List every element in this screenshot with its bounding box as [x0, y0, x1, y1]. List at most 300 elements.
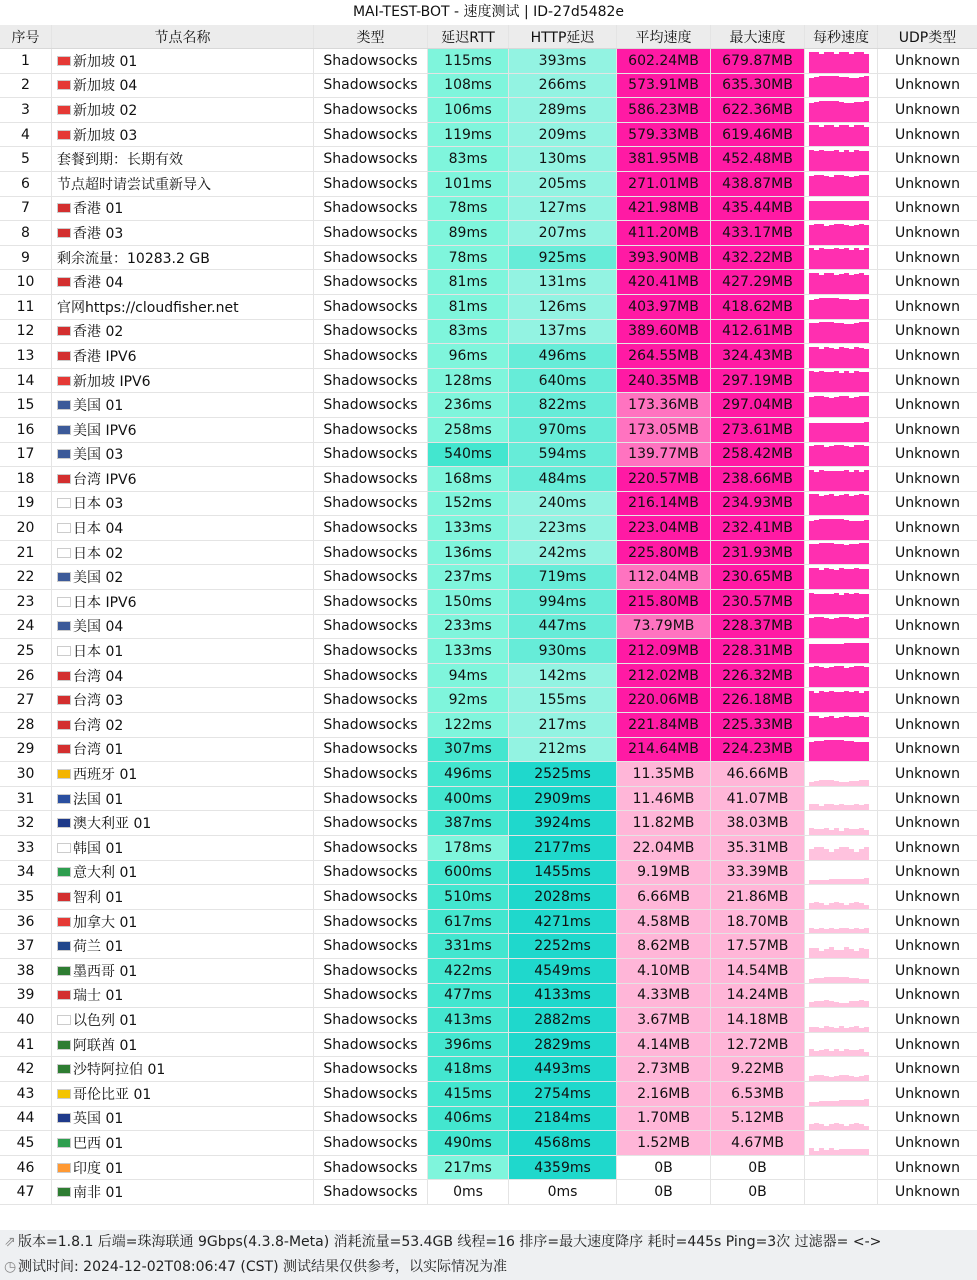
row-speed-sparkline — [805, 1057, 878, 1081]
row-type: Shadowsocks — [314, 516, 428, 540]
row-avg-speed: 389.60MB — [617, 320, 711, 344]
table-row — [0, 1008, 977, 1033]
speed-sample-bar — [864, 905, 869, 909]
row-max-speed: 635.30MB — [711, 74, 805, 98]
table-row — [0, 885, 977, 910]
row-http-latency: 1455ms — [509, 861, 617, 885]
row-rtt: 119ms — [428, 123, 509, 147]
row-max-speed: 427.29MB — [711, 270, 805, 294]
row-udp-type: Unknown — [895, 520, 960, 537]
row-udp-type: Unknown — [895, 667, 960, 684]
row-avg-speed: 2.16MB — [617, 1082, 711, 1106]
row-max-speed: 452.48MB — [711, 147, 805, 171]
row-rtt: 78ms — [428, 197, 509, 221]
row-udp-type: Unknown — [895, 618, 960, 635]
table-row — [0, 664, 977, 689]
row-avg-speed: 411.20MB — [617, 221, 711, 245]
table-row — [0, 1082, 977, 1107]
speed-sample-bar — [864, 422, 869, 442]
mx-flag-icon — [57, 966, 71, 976]
table-row — [0, 295, 977, 320]
row-speed-sparkline — [805, 246, 878, 270]
table-row — [0, 147, 977, 172]
row-index: 39 — [0, 984, 52, 1008]
row-udp-type: Unknown — [895, 249, 960, 266]
node-name-text: 哥伦比亚 01 — [73, 1086, 152, 1103]
row-avg-speed: 173.36MB — [617, 393, 711, 417]
au-flag-icon — [57, 818, 71, 828]
row-http-latency: 130ms — [509, 147, 617, 171]
row-speed-sparkline — [805, 344, 878, 368]
row-http-latency: 4549ms — [509, 959, 617, 983]
row-http-latency: 447ms — [509, 615, 617, 639]
table-row — [0, 74, 977, 99]
row-index: 29 — [0, 738, 52, 762]
row-type: Shadowsocks — [314, 959, 428, 983]
row-speed-sparkline — [805, 1033, 878, 1057]
table-row — [0, 418, 977, 443]
row-type: Shadowsocks — [314, 98, 428, 122]
row-node-name — [52, 664, 314, 688]
row-type: Shadowsocks — [314, 934, 428, 958]
row-max-speed: 14.54MB — [711, 959, 805, 983]
row-max-speed: 225.33MB — [711, 713, 805, 737]
row-index: 43 — [0, 1082, 52, 1106]
header-udp-type: UDP类型 — [898, 29, 957, 46]
row-max-speed: 258.42MB — [711, 443, 805, 467]
row-type: Shadowsocks — [314, 984, 428, 1008]
row-node-name — [52, 959, 314, 983]
row-node-name — [52, 984, 314, 1008]
speed-sample-bar — [864, 349, 869, 368]
row-udp-type: Unknown — [895, 938, 960, 955]
row-index: 19 — [0, 492, 52, 516]
speed-sample-bar — [864, 201, 869, 220]
row-type: Shadowsocks — [314, 270, 428, 294]
row-avg-speed: 139.77MB — [617, 443, 711, 467]
row-type: Shadowsocks — [314, 467, 428, 491]
row-avg-speed: 271.01MB — [617, 172, 711, 196]
header-rtt: 延迟RTT — [428, 25, 509, 48]
row-http-latency: 2184ms — [509, 1107, 617, 1131]
row-avg-speed: 0B — [617, 1180, 711, 1204]
row-rtt: 101ms — [428, 172, 509, 196]
br-flag-icon — [57, 1138, 71, 1148]
us-flag-icon — [57, 572, 71, 582]
it-flag-icon — [57, 867, 71, 877]
row-node-name — [52, 787, 314, 811]
table-row — [0, 688, 977, 713]
speed-sample-bar — [864, 127, 869, 146]
row-index: 6 — [0, 172, 52, 196]
row-type: Shadowsocks — [314, 418, 428, 442]
node-name-text: 新加坡 03 — [73, 127, 138, 144]
row-max-speed: 35.31MB — [711, 836, 805, 860]
node-name-text: 新加坡 04 — [73, 78, 138, 95]
row-node-name — [52, 1156, 314, 1180]
co-flag-icon — [57, 1089, 71, 1099]
row-http-latency: 2909ms — [509, 787, 617, 811]
row-http-latency: 2754ms — [509, 1082, 617, 1106]
row-max-speed: 5.12MB — [711, 1107, 805, 1131]
speed-sample-bar — [864, 569, 869, 589]
speed-sample-bar — [864, 878, 869, 884]
row-speed-sparkline — [805, 123, 878, 147]
row-type: Shadowsocks — [314, 492, 428, 516]
table-row — [0, 369, 977, 394]
row-udp-type: Unknown — [895, 1134, 960, 1151]
row-rtt: 152ms — [428, 492, 509, 516]
row-http-latency: 3924ms — [509, 811, 617, 835]
row-rtt: 108ms — [428, 74, 509, 98]
sg-flag-icon — [57, 130, 71, 140]
row-speed-sparkline — [805, 787, 878, 811]
row-index: 9 — [0, 246, 52, 270]
row-index: 32 — [0, 811, 52, 835]
row-http-latency: 137ms — [509, 320, 617, 344]
node-name-text: 台湾 04 — [73, 668, 124, 685]
table-row — [0, 197, 977, 222]
row-node-name — [52, 762, 314, 786]
speed-sample-bar — [864, 101, 869, 122]
row-speed-sparkline — [805, 713, 878, 737]
table-row — [0, 246, 977, 271]
row-index: 35 — [0, 885, 52, 909]
row-node-name — [52, 1033, 314, 1057]
row-type: Shadowsocks — [314, 344, 428, 368]
node-name-text: 西班牙 01 — [73, 767, 138, 784]
status-footer — [0, 1230, 977, 1280]
row-max-speed: 418.62MB — [711, 295, 805, 319]
row-index: 24 — [0, 615, 52, 639]
row-avg-speed: 403.97MB — [617, 295, 711, 319]
node-name-text: 美国 02 — [73, 570, 124, 587]
row-udp-type: Unknown — [895, 766, 960, 783]
row-avg-speed: 216.14MB — [617, 492, 711, 516]
row-http-latency: 4359ms — [509, 1156, 617, 1180]
row-type: Shadowsocks — [314, 885, 428, 909]
speed-sample-bar — [864, 299, 869, 319]
row-rtt: 136ms — [428, 541, 509, 565]
row-avg-speed: 225.80MB — [617, 541, 711, 565]
table-row — [0, 1057, 977, 1082]
row-udp-type: Unknown — [895, 1110, 960, 1127]
table-row — [0, 443, 977, 468]
row-speed-sparkline — [805, 811, 878, 835]
row-max-speed: 238.66MB — [711, 467, 805, 491]
row-speed-sparkline — [805, 541, 878, 565]
row-http-latency: 4133ms — [509, 984, 617, 1008]
table-row — [0, 1033, 977, 1058]
row-index: 28 — [0, 713, 52, 737]
row-avg-speed: 4.58MB — [617, 910, 711, 934]
row-speed-sparkline — [805, 688, 878, 712]
row-http-latency: 240ms — [509, 492, 617, 516]
row-node-name — [52, 1008, 314, 1032]
row-type: Shadowsocks — [314, 811, 428, 835]
node-name-text: 荷兰 01 — [73, 939, 124, 956]
row-index: 23 — [0, 590, 52, 614]
row-index: 26 — [0, 664, 52, 688]
row-max-speed: 619.46MB — [711, 123, 805, 147]
row-udp-type: Unknown — [895, 323, 960, 340]
row-max-speed: 18.70MB — [711, 910, 805, 934]
row-type: Shadowsocks — [314, 320, 428, 344]
row-index: 15 — [0, 393, 52, 417]
row-type: Shadowsocks — [314, 738, 428, 762]
row-avg-speed: 212.09MB — [617, 639, 711, 663]
row-http-latency: 205ms — [509, 172, 617, 196]
row-max-speed: 679.87MB — [711, 49, 805, 73]
us-flag-icon — [57, 621, 71, 631]
speed-sample-bar — [864, 175, 869, 196]
row-speed-sparkline — [805, 590, 878, 614]
row-http-latency: 970ms — [509, 418, 617, 442]
row-http-latency: 223ms — [509, 516, 617, 540]
row-udp-type: Unknown — [895, 593, 960, 610]
row-speed-sparkline — [805, 959, 878, 983]
table-row — [0, 467, 977, 492]
row-node-name — [52, 836, 314, 860]
row-http-latency: 142ms — [509, 664, 617, 688]
us-flag-icon — [57, 425, 71, 435]
row-speed-sparkline — [805, 885, 878, 909]
node-name-text: 智利 01 — [73, 889, 124, 906]
row-udp-type: Unknown — [895, 716, 960, 733]
row-http-latency: 266ms — [509, 74, 617, 98]
row-speed-sparkline — [805, 762, 878, 786]
row-type: Shadowsocks — [314, 787, 428, 811]
speed-sample-bar — [864, 617, 869, 638]
row-max-speed: 433.17MB — [711, 221, 805, 245]
node-name-text: 加拿大 01 — [73, 914, 138, 931]
row-type: Shadowsocks — [314, 639, 428, 663]
row-rtt: 413ms — [428, 1008, 509, 1032]
row-max-speed: 17.57MB — [711, 934, 805, 958]
row-node-name — [52, 516, 314, 540]
node-name-text: 美国 04 — [73, 619, 124, 636]
table-row — [0, 172, 977, 197]
row-type: Shadowsocks — [314, 1180, 428, 1204]
row-type: Shadowsocks — [314, 762, 428, 786]
row-speed-sparkline — [805, 49, 878, 73]
row-http-latency: 131ms — [509, 270, 617, 294]
table-row — [0, 910, 977, 935]
row-udp-type: Unknown — [895, 1085, 960, 1102]
footer-info-line — [0, 1230, 977, 1255]
row-http-latency: 822ms — [509, 393, 617, 417]
header-index: 序号 — [0, 25, 52, 48]
row-udp-type: Unknown — [895, 347, 960, 364]
speed-sample-bar — [864, 717, 869, 737]
row-avg-speed: 9.19MB — [617, 861, 711, 885]
table-row — [0, 811, 977, 836]
node-name-text: 新加坡 IPV6 — [73, 373, 151, 390]
node-name-text: 日本 03 — [73, 496, 124, 513]
speed-sample-bar — [864, 446, 869, 466]
jp-flag-icon — [57, 548, 71, 558]
node-name-text: 日本 02 — [73, 545, 124, 562]
hk-flag-icon — [57, 277, 71, 287]
row-speed-sparkline — [805, 393, 878, 417]
row-avg-speed: 602.24MB — [617, 49, 711, 73]
sa-flag-icon — [57, 1064, 71, 1074]
row-avg-speed: 220.06MB — [617, 688, 711, 712]
row-index: 14 — [0, 369, 52, 393]
row-udp-type: Unknown — [895, 815, 960, 832]
row-speed-sparkline — [805, 516, 878, 540]
row-max-speed: 14.18MB — [711, 1008, 805, 1032]
il-flag-icon — [57, 1015, 71, 1025]
row-rtt: 236ms — [428, 393, 509, 417]
speed-sample-bar — [864, 643, 869, 663]
node-name-text: 日本 01 — [73, 644, 124, 661]
node-name-text: 官网https://cloudfisher.net — [57, 299, 239, 316]
speed-sample-bar — [864, 322, 869, 343]
row-speed-sparkline — [805, 98, 878, 122]
row-rtt: 89ms — [428, 221, 509, 245]
row-rtt: 217ms — [428, 1156, 509, 1180]
row-max-speed: 438.87MB — [711, 172, 805, 196]
table-row — [0, 984, 977, 1009]
row-avg-speed: 4.10MB — [617, 959, 711, 983]
row-rtt: 78ms — [428, 246, 509, 270]
row-udp-type: Unknown — [895, 839, 960, 856]
row-speed-sparkline — [805, 197, 878, 221]
row-rtt: 617ms — [428, 910, 509, 934]
row-avg-speed: 223.04MB — [617, 516, 711, 540]
row-node-name — [52, 565, 314, 589]
row-udp-type: Unknown — [895, 126, 960, 143]
node-name-text: 剩余流量：10283.2 GB — [57, 250, 210, 267]
row-http-latency: 496ms — [509, 344, 617, 368]
table-row — [0, 98, 977, 123]
row-speed-sparkline — [805, 221, 878, 245]
row-udp-type: Unknown — [895, 421, 960, 438]
row-udp-type: Unknown — [895, 470, 960, 487]
node-name-text: 日本 IPV6 — [73, 594, 137, 611]
row-udp-type: Unknown — [895, 692, 960, 709]
hk-flag-icon — [57, 351, 71, 361]
node-name-text: 日本 04 — [73, 521, 124, 538]
header-max-speed: 最大速度 — [711, 25, 805, 48]
row-rtt: 422ms — [428, 959, 509, 983]
row-udp-type: Unknown — [895, 200, 960, 217]
node-name-text: 香港 02 — [73, 324, 124, 341]
speed-sample-bar — [864, 495, 869, 515]
speed-sample-bar — [864, 520, 869, 540]
cn-flag-icon — [57, 744, 71, 754]
row-speed-sparkline — [805, 270, 878, 294]
row-rtt: 92ms — [428, 688, 509, 712]
row-index: 1 — [0, 49, 52, 73]
row-rtt: 396ms — [428, 1033, 509, 1057]
row-rtt: 415ms — [428, 1082, 509, 1106]
speed-sample-bar — [864, 275, 869, 294]
cn-flag-icon — [57, 695, 71, 705]
row-speed-sparkline — [805, 1082, 878, 1106]
row-index: 21 — [0, 541, 52, 565]
node-name-text: 意大利 01 — [73, 865, 138, 882]
cn-flag-icon — [57, 474, 71, 484]
table-header — [0, 25, 977, 49]
row-http-latency: 209ms — [509, 123, 617, 147]
row-avg-speed: 22.04MB — [617, 836, 711, 860]
row-avg-speed: 420.41MB — [617, 270, 711, 294]
row-avg-speed: 573.91MB — [617, 74, 711, 98]
kr-flag-icon — [57, 843, 71, 853]
row-udp-type: Unknown — [895, 790, 960, 807]
node-name-text: 瑞士 01 — [73, 988, 124, 1005]
node-name-text: 香港 04 — [73, 275, 124, 292]
row-udp-type: Unknown — [895, 913, 960, 930]
table-row — [0, 615, 977, 640]
row-max-speed: 41.07MB — [711, 787, 805, 811]
row-rtt: 96ms — [428, 344, 509, 368]
row-udp-type: Unknown — [895, 1061, 960, 1078]
table-row — [0, 344, 977, 369]
header-per-second-speed: 每秒速度 — [805, 25, 878, 48]
row-speed-sparkline — [805, 369, 878, 393]
row-http-latency: 393ms — [509, 49, 617, 73]
node-name-text: 香港 03 — [73, 225, 124, 242]
row-speed-sparkline — [805, 1131, 878, 1155]
row-udp-type: Unknown — [895, 101, 960, 118]
row-udp-type: Unknown — [895, 372, 960, 389]
row-type: Shadowsocks — [314, 713, 428, 737]
row-udp-type: Unknown — [895, 397, 960, 414]
row-udp-type: Unknown — [895, 962, 960, 979]
node-name-text: 以色列 01 — [73, 1012, 138, 1029]
speed-sample-bar — [864, 594, 869, 614]
row-node-name — [52, 467, 314, 491]
speed-sample-bar — [864, 979, 869, 983]
row-rtt: 81ms — [428, 295, 509, 319]
row-index: 4 — [0, 123, 52, 147]
row-http-latency: 4271ms — [509, 910, 617, 934]
speed-sample-bar — [864, 76, 869, 97]
row-http-latency: 127ms — [509, 197, 617, 221]
table-row — [0, 49, 977, 74]
row-index: 5 — [0, 147, 52, 171]
row-http-latency: 594ms — [509, 443, 617, 467]
row-http-latency: 0ms — [509, 1180, 617, 1204]
ch-flag-icon — [57, 990, 71, 1000]
row-type: Shadowsocks — [314, 1156, 428, 1180]
speed-test-table — [0, 25, 977, 1205]
row-index: 46 — [0, 1156, 52, 1180]
row-udp-type: Unknown — [895, 495, 960, 512]
row-index: 38 — [0, 959, 52, 983]
row-udp-type: Unknown — [895, 1011, 960, 1028]
table-row — [0, 836, 977, 861]
row-type: Shadowsocks — [314, 49, 428, 73]
window-title: MAI-TEST-BOT - 速度测试 | ID-27d5482e — [0, 0, 977, 25]
row-speed-sparkline — [805, 443, 878, 467]
speed-sample-bar — [864, 804, 869, 810]
row-http-latency: 207ms — [509, 221, 617, 245]
speed-sample-bar — [864, 928, 869, 933]
row-max-speed: 12.72MB — [711, 1033, 805, 1057]
row-speed-sparkline — [805, 664, 878, 688]
row-index: 41 — [0, 1033, 52, 1057]
row-rtt: 83ms — [428, 320, 509, 344]
row-type: Shadowsocks — [314, 615, 428, 639]
row-index: 42 — [0, 1057, 52, 1081]
row-avg-speed: 112.04MB — [617, 565, 711, 589]
row-avg-speed: 4.14MB — [617, 1033, 711, 1057]
ae-flag-icon — [57, 1040, 71, 1050]
